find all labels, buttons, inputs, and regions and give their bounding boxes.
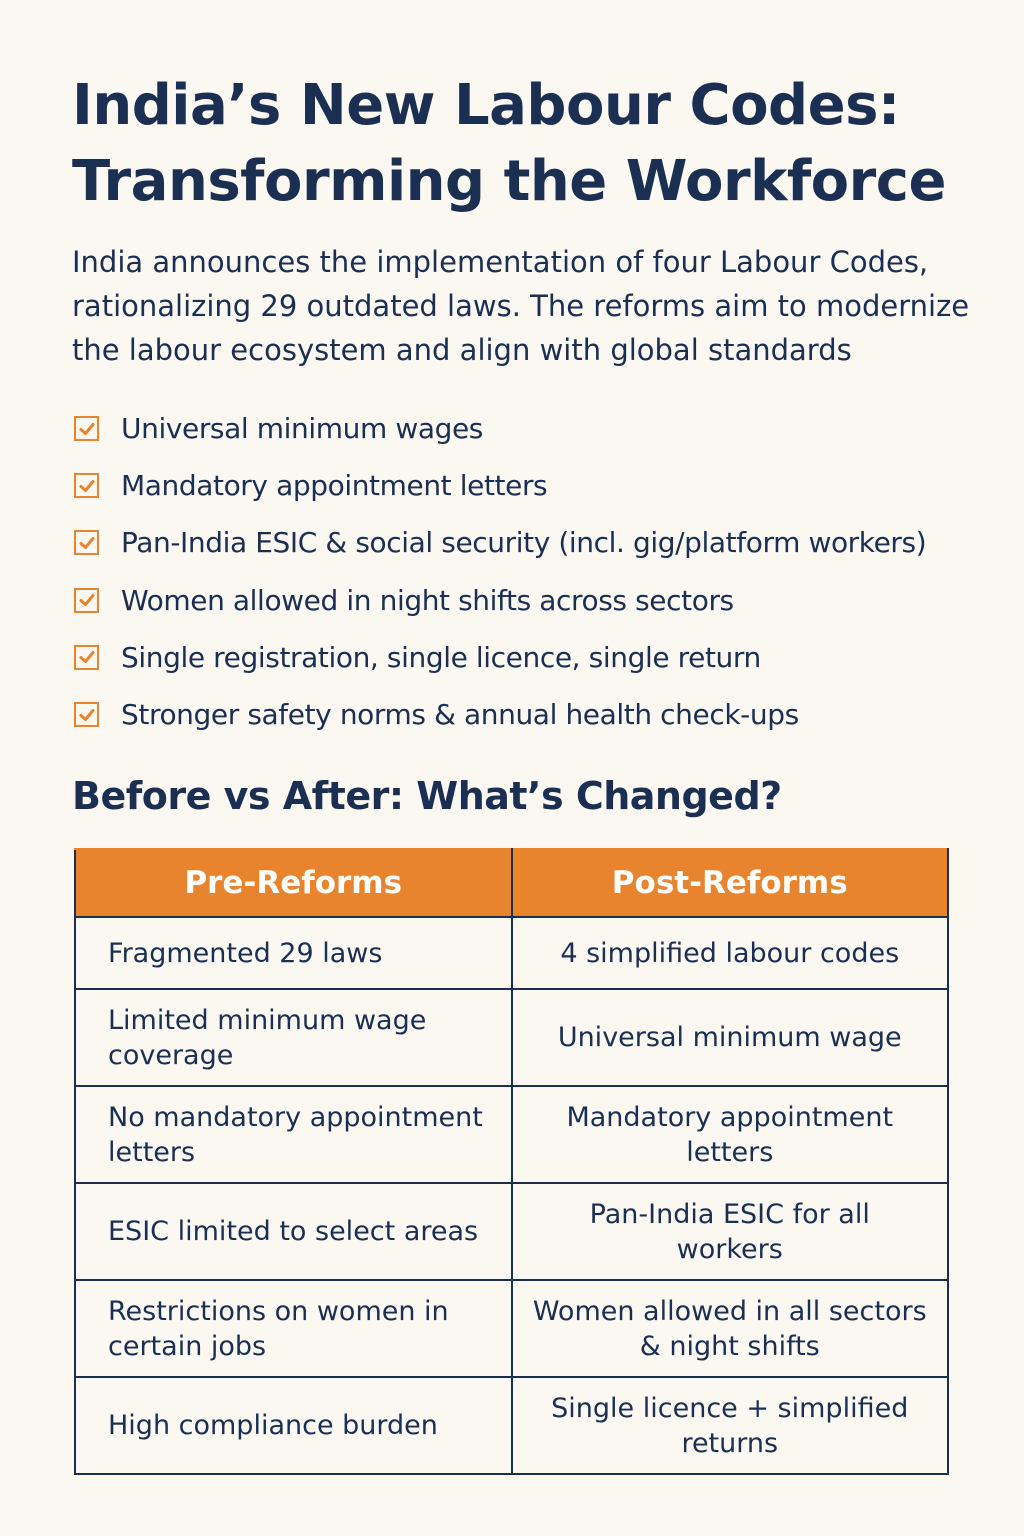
pre-reform-cell: High compliance burden: [75, 1377, 512, 1474]
post-reform-cell: Women allowed in all sectors & night shifts: [512, 1280, 949, 1377]
post-reform-cell: Single licence + simplified returns: [512, 1377, 949, 1474]
intro-paragraph: India announces the implementation of four Labour Codes, rationalizing 29 outdated laws. The reforms aim to modernize the labour ecosystem and align with global standards: [72, 245, 970, 367]
feature-text: Pan-India ESIC & social security (incl. gig/platform workers): [121, 526, 927, 560]
feature-item: [74, 686, 926, 743]
title-line-2: Transforming the Workforce: [72, 149, 946, 214]
feature-text: Mandatory appointment letters: [121, 469, 548, 503]
feature-text: Universal minimum wages: [121, 412, 483, 446]
feature-text: Single registration, single licence, single return: [121, 640, 761, 674]
feature-item: [74, 457, 926, 514]
feature-text: Women allowed in night shifts across sectors: [121, 583, 734, 617]
post-reform-cell: Universal minimum wage: [512, 989, 949, 1086]
checkbox-check-icon: [74, 645, 99, 670]
table-row: [75, 1377, 948, 1474]
feature-list: [74, 400, 926, 743]
pre-reform-cell: Limited minimum wage coverage: [75, 989, 512, 1086]
post-reform-cell: Pan-India ESIC for all workers: [512, 1183, 949, 1280]
pre-reform-cell: Fragmented 29 laws: [75, 917, 512, 989]
feature-item: [74, 400, 926, 457]
checkbox-check-icon: [74, 702, 99, 727]
table-row: [75, 1280, 948, 1377]
table-row: [75, 917, 948, 989]
feature-item: [74, 629, 926, 686]
comparison-table: [74, 848, 949, 1475]
table-header-row: [75, 849, 948, 917]
section-heading: Before vs After: What’s Changed?: [72, 774, 782, 818]
pre-reform-cell: Restrictions on women in certain jobs: [75, 1280, 512, 1377]
pre-reform-cell: ESIC limited to select areas: [75, 1183, 512, 1280]
header-pre-reforms: Pre-Reforms: [75, 849, 512, 917]
header-post-reforms: Post-Reforms: [512, 849, 949, 917]
feature-item: [74, 572, 926, 629]
checkbox-check-icon: [74, 473, 99, 498]
checkbox-check-icon: [74, 530, 99, 555]
post-reform-cell: Mandatory appointment letters: [512, 1086, 949, 1183]
table-row: [75, 989, 948, 1086]
post-reform-cell: 4 simplified labour codes: [512, 917, 949, 989]
pre-reform-cell: No mandatory appointment letters: [75, 1086, 512, 1183]
title-line-1: India’s New Labour Codes:: [72, 73, 900, 138]
feature-text: Stronger safety norms & annual health check-ups: [121, 698, 799, 732]
table-row: [75, 1086, 948, 1183]
checkbox-check-icon: [74, 416, 99, 441]
table-row: [75, 1183, 948, 1280]
page-title: [72, 68, 946, 220]
checkbox-check-icon: [74, 588, 99, 613]
feature-item: [74, 514, 926, 571]
